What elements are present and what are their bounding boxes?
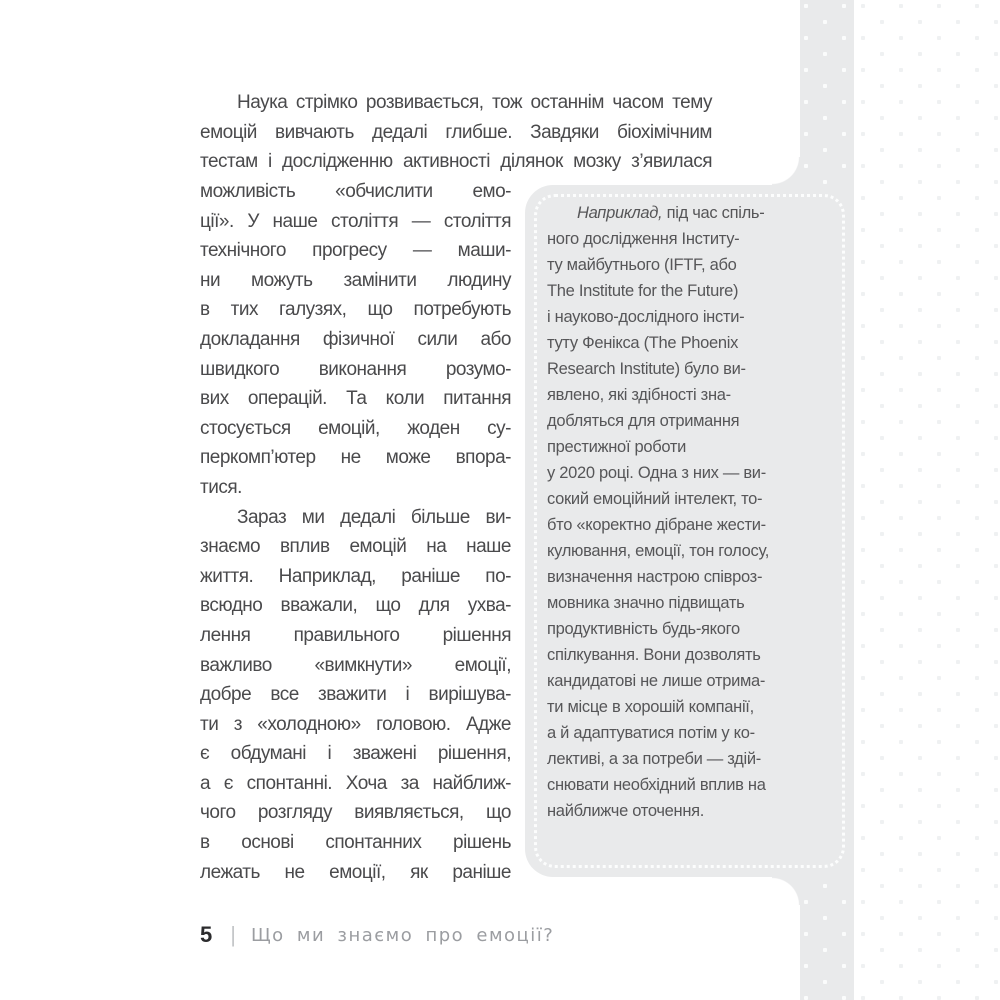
paragraph-1-continuation: можливість «обчислити емо- ції». У наше століття — століття технічного прогресу — маши- ни можуть замінити людину в тих галузях, що потребують докладання фізичної сили або швидкого виконання розумо- вих операцій. Та коли питання стосується емоцій, жоден су- перкомп’ютер не може впора- тися.	[200, 181, 511, 498]
sidebar-first-line	[547, 200, 801, 226]
footer-divider: |	[230, 922, 236, 947]
lead-paragraph: Наука стрімко розвивається, тож останнім часом тему емоцій вивчають дедалі глибше. Завдяки біохімічним тестам і дослідженню активності ділянок мозку з’явилася	[200, 92, 712, 173]
band-fillet-bottom	[772, 877, 800, 905]
paragraph-2: Зараз ми дедалі більше ви- знаємо вплив емоцій на наше життя. Наприклад, раніше по- всюдно вважали, що для ухва- лення правильного рішення важливо «вимкнути» емоції, добре все зважити і вирішува- ти з «холодною» головою. Адже є обдумані і зважені рішення, а є спонтанні. Хоча за найближ- чого розгляду виявляється, що в основі спонтанних рішень лежать не емоції, як раніше	[200, 506, 511, 883]
page-number: 5	[200, 922, 213, 947]
chapter-title: Що ми знаємо про емоції?	[250, 924, 555, 946]
sidebar-first-word-italic: Наприклад,	[577, 204, 663, 222]
decor-faint-dots	[854, 0, 1000, 1000]
sidebar-note-box	[525, 185, 854, 877]
band-fillet-top	[772, 157, 800, 185]
footer	[200, 922, 554, 948]
body-text-column	[200, 177, 511, 887]
sidebar-note-text	[547, 200, 801, 824]
sidebar-lines: ного дослідження Інститу- ту майбутнього (IFTF, або The Institute for the Future) і науково-дослідного інсти- туту Фенікса (The Phoenix Research Institute) було ви- явлено, які здібності зна- добляться для отримання престижної роботи у 2020 році. Одна з них — ви- сокий емоційний інтелект, то- бто «коректно дібране жести- кулювання, емоції, тон голосу, визначення настрою співроз- мовника значно підвищать продуктивність будь-якого спілкування. Вони дозволять кандидатові не лише отрима- ти місце в хорошій компанії, а й адаптуватися потім у ко- лективі, а за потреби — здій- снювати необхідний вплив на найближче оточення.	[547, 230, 770, 820]
sidebar-first-line-rest: під час спіль-	[662, 204, 765, 222]
